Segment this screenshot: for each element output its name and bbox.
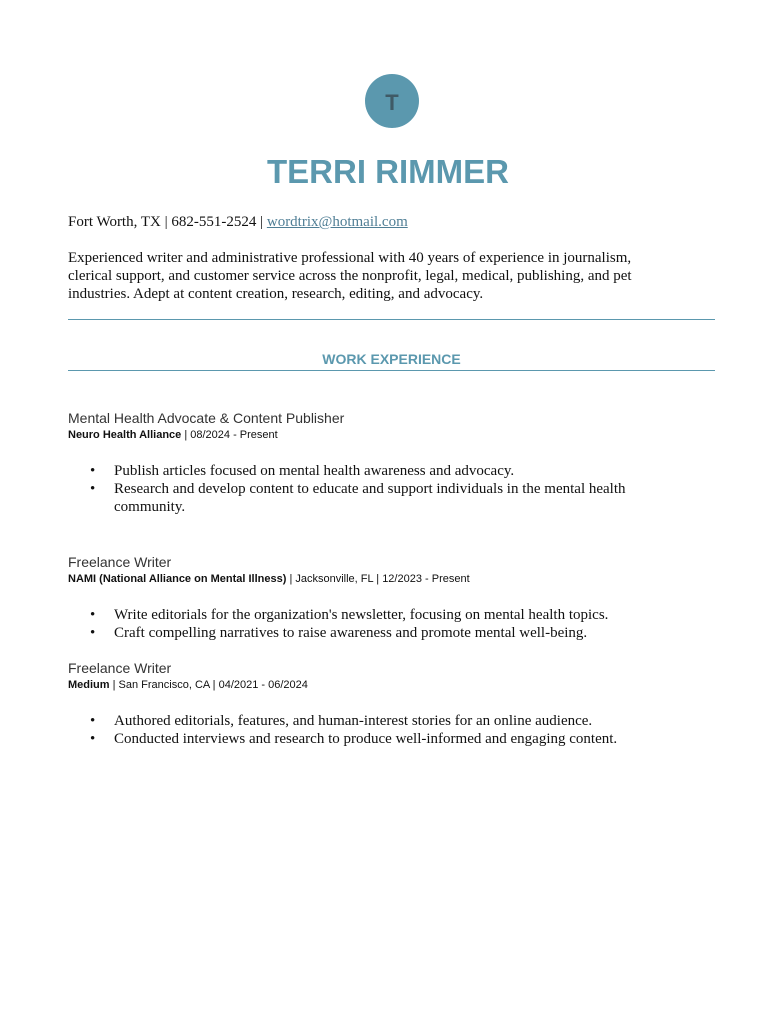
job-entry bbox=[68, 553, 715, 642]
job-organization: Medium bbox=[68, 679, 110, 691]
job-entry bbox=[68, 659, 715, 748]
phone-text: 682-551-2524 bbox=[171, 214, 257, 230]
job-entry bbox=[68, 409, 715, 516]
bullet-icon: • bbox=[90, 463, 96, 479]
bullet-item bbox=[68, 624, 654, 642]
bullet-text: Write editorials for the organization's newsletter, focusing on mental health topics. bbox=[114, 607, 609, 623]
bullet-text: Research and develop content to educate and support individuals in the mental health community. bbox=[114, 481, 626, 515]
job-details: | 08/2024 - Present bbox=[181, 429, 278, 441]
contact-separator: | bbox=[256, 214, 267, 230]
bullet-icon: • bbox=[90, 607, 96, 623]
bullet-item bbox=[68, 730, 654, 748]
job-meta bbox=[68, 572, 715, 586]
bullet-icon: • bbox=[90, 625, 96, 641]
contact-line bbox=[68, 212, 408, 232]
candidate-name: TERRI RIMMER bbox=[267, 153, 509, 190]
job-title: Freelance Writer bbox=[68, 660, 172, 676]
job-title: Freelance Writer bbox=[68, 554, 172, 570]
job-organization: Neuro Health Alliance bbox=[68, 429, 182, 441]
location-text: Fort Worth, TX bbox=[68, 214, 161, 230]
section-heading-work-experience: WORK EXPERIENCE bbox=[322, 351, 461, 367]
job-meta bbox=[68, 678, 715, 692]
job-meta bbox=[68, 428, 715, 442]
bullet-text: Publish articles focused on mental health awareness and advocacy. bbox=[114, 463, 515, 479]
bullet-icon: • bbox=[90, 731, 96, 747]
job-bullets bbox=[68, 712, 715, 748]
email-link[interactable]: wordtrix@hotmail.com bbox=[266, 214, 408, 230]
bullet-text: Craft compelling narratives to raise awareness and promote mental well-being. bbox=[114, 625, 588, 641]
job-organization: NAMI (National Alliance on Mental Illness) bbox=[68, 573, 287, 585]
bullet-icon: • bbox=[90, 713, 96, 729]
bullet-item bbox=[68, 712, 654, 730]
contact-separator: | bbox=[160, 214, 172, 230]
bullet-icon: • bbox=[90, 481, 96, 497]
bullet-item bbox=[68, 606, 654, 624]
avatar-initial: T bbox=[385, 90, 399, 115]
job-details: | Jacksonville, FL | 12/2023 - Present bbox=[286, 573, 470, 585]
job-bullets bbox=[68, 462, 715, 516]
professional-summary: Experienced writer and administrative professional with 40 years of experience in journalism, clerical support, and customer service across the nonprofit, legal, medical, publishing, and pet industries. Adept at content creation, research, editing, and advocacy. bbox=[68, 250, 632, 302]
bullet-text: Conducted interviews and research to produce well-informed and engaging content. bbox=[114, 731, 618, 747]
bullet-item bbox=[68, 480, 654, 516]
section-divider bbox=[68, 370, 715, 371]
job-bullets bbox=[68, 606, 715, 642]
avatar bbox=[365, 74, 419, 128]
bullet-text: Authored editorials, features, and human-interest stories for an online audience. bbox=[114, 713, 593, 729]
job-details: | San Francisco, CA | 04/2021 - 06/2024 bbox=[109, 679, 308, 691]
bullet-item bbox=[68, 462, 654, 480]
job-title: Mental Health Advocate & Content Publisher bbox=[68, 410, 345, 426]
section-divider bbox=[68, 319, 715, 320]
